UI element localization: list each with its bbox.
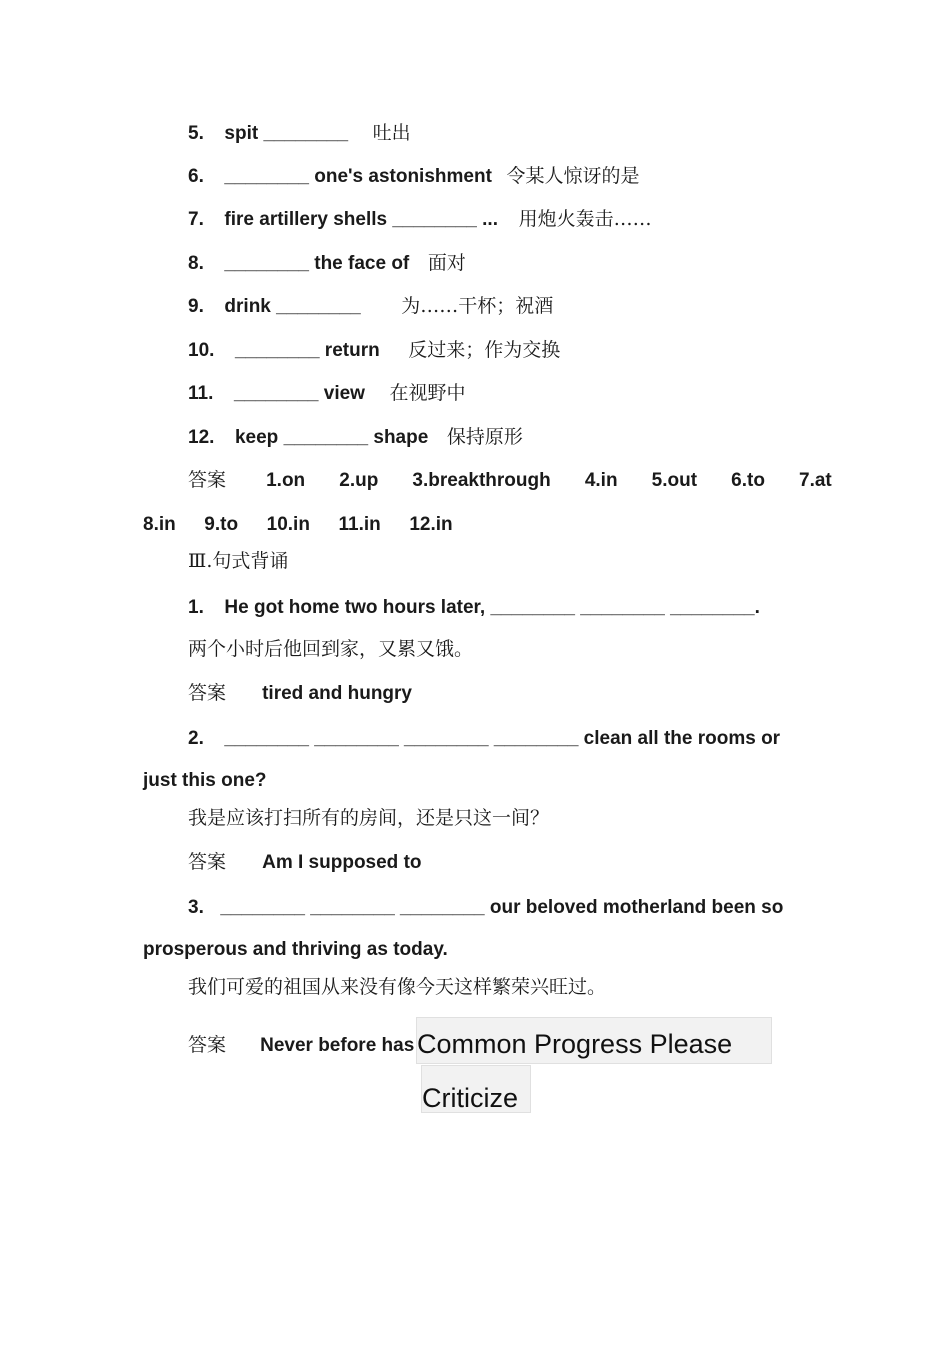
item-9 (188, 297, 553, 316)
sentence-translation: 我是应该打扫所有的房间，还是只这一间？ (188, 807, 550, 829)
section-heading: Ⅲ.句式背诵 (188, 550, 289, 572)
answer-item: 6.to (731, 470, 765, 491)
item-phrase: keep ________ shape (234, 427, 429, 448)
item-5 (188, 124, 411, 143)
item-number: 8. (188, 253, 204, 274)
item-number: 12. (188, 427, 215, 448)
answer-item: 10.in (266, 514, 310, 535)
item-translation: 保持原形 (446, 426, 523, 448)
answer-text: tired and hungry (262, 683, 413, 704)
sentence-answer (188, 1036, 414, 1055)
overlay-text: Common Progress Please (417, 1029, 733, 1059)
overlay-banner-top (416, 1017, 772, 1064)
sentence-number: 3. (188, 897, 204, 918)
answer-item: 8.in (143, 514, 176, 535)
answer-item: 9.to (204, 514, 239, 535)
overlay-banner-bottom (421, 1065, 531, 1113)
sentence-text: ________ ________ ________ ________ clean all the rooms or (224, 728, 781, 749)
sentence-text-continued: just this one? (143, 770, 267, 791)
item-6 (188, 167, 639, 186)
item-translation: 为……干杯；祝酒 (401, 295, 554, 317)
sentence-1 (188, 598, 760, 617)
item-8 (188, 254, 466, 273)
answer-item: 2.up (339, 470, 379, 491)
overlay-text: Criticize (422, 1083, 519, 1113)
item-translation: 令某人惊讶的是 (506, 165, 640, 187)
sentence-2 (188, 729, 780, 748)
sentence-3 (188, 898, 783, 917)
answer-item: 7.at (799, 470, 832, 491)
item-phrase: ________ the face of (224, 253, 410, 274)
item-number: 7. (188, 209, 204, 230)
sentence-number: 2. (188, 728, 204, 749)
item-translation: 在视野中 (389, 382, 466, 404)
answer-item: 3.breakthrough (412, 470, 551, 491)
answer-item: 1.on (266, 470, 306, 491)
sentence-text: He got home two hours later, ________ ________ ________. (224, 597, 760, 618)
item-10 (188, 341, 560, 360)
item-11 (188, 384, 466, 403)
answer-label: 答案 (188, 682, 227, 704)
item-phrase: drink ________ (224, 296, 361, 317)
item-translation: 用炮火轰击…… (518, 208, 652, 230)
item-phrase: ________ return (234, 340, 380, 361)
answer-item: 11.in (338, 514, 381, 535)
item-number: 10. (188, 340, 215, 361)
answer-item: 4.in (584, 470, 618, 491)
answer-label: 答案 (188, 1034, 227, 1056)
answer-label: 答案 (188, 469, 227, 491)
item-translation: 面对 (427, 252, 466, 274)
answer-item: 12.in (409, 514, 453, 535)
answer-line-2 (143, 515, 453, 534)
sentence-text-continued: prosperous and thriving as today. (143, 939, 448, 960)
item-number: 6. (188, 166, 204, 187)
item-number: 9. (188, 296, 204, 317)
item-phrase: ________ view (233, 383, 365, 404)
item-12 (188, 428, 523, 447)
item-number: 11. (188, 383, 214, 404)
answer-text: Never before has (260, 1035, 415, 1056)
item-phrase: fire artillery shells ________ ... (224, 209, 498, 230)
answer-text: Am I supposed to (262, 852, 422, 873)
sentence-translation: 两个小时后他回到家，又累又饿。 (188, 638, 474, 660)
item-phrase: spit ________ (224, 123, 349, 144)
sentence-text: ________ ________ ________ our beloved motherland been so (220, 897, 784, 918)
item-translation: 反过来；作为交换 (408, 339, 561, 361)
sentence-number: 1. (188, 597, 204, 618)
answer-line-1 (188, 471, 832, 490)
sentence-answer (188, 684, 412, 703)
item-translation: 吐出 (372, 122, 411, 144)
sentence-answer (188, 853, 422, 872)
sentence-translation: 我们可爱的祖国从来没有像今天这样繁荣兴旺过。 (188, 976, 607, 998)
answer-label: 答案 (188, 851, 227, 873)
item-7 (188, 210, 652, 229)
item-phrase: ________ one's astonishment (224, 166, 492, 187)
item-number: 5. (188, 123, 204, 144)
answer-item: 5.out (651, 470, 698, 491)
